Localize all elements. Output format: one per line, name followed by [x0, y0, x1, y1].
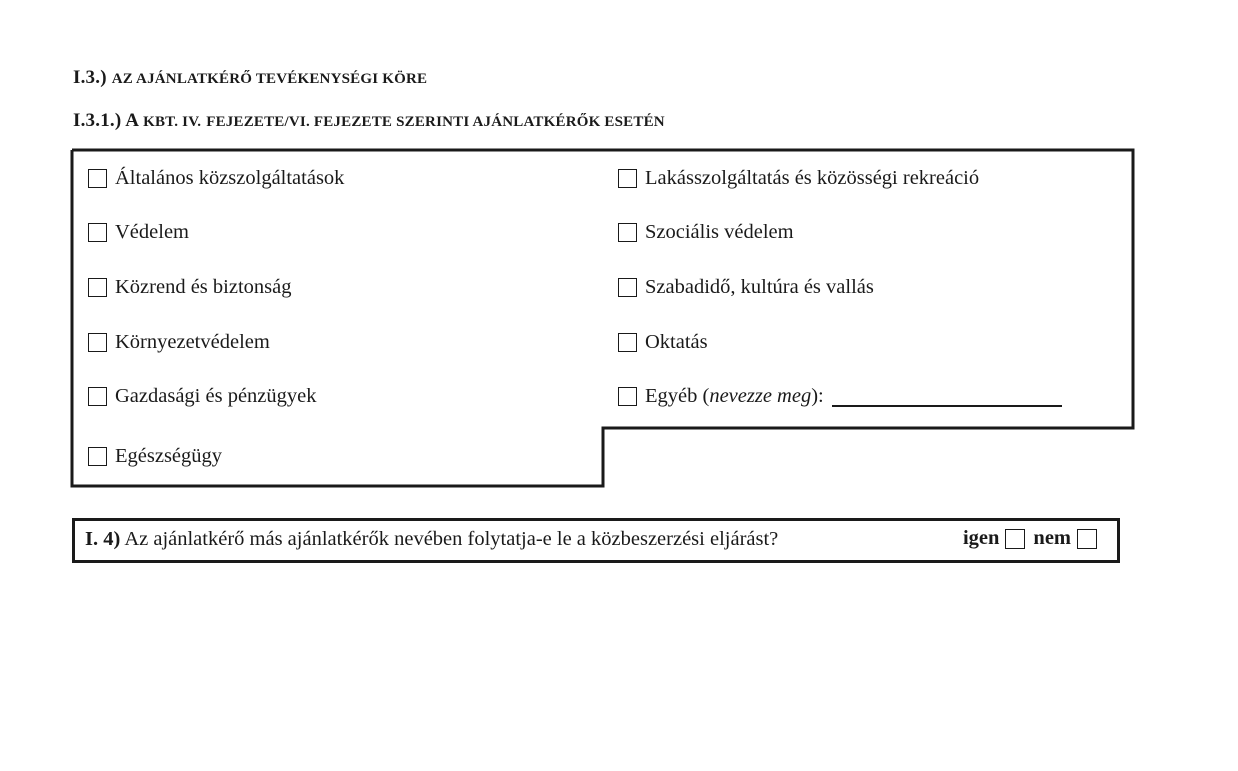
activity-option-public-order-safety[interactable]: [88, 276, 291, 299]
option-label: Egészségügy: [115, 445, 223, 467]
question-answers: [963, 527, 1105, 550]
section-number: I.3.): [73, 67, 107, 88]
no-checkbox[interactable]: [1077, 529, 1097, 549]
subsection-title: FEJEZETE/VI. FEJEZETE SZERINTI AJÁNLATKÉRŐK ESETÉN: [206, 114, 665, 130]
activity-option-housing-community[interactable]: [618, 167, 979, 190]
checkbox[interactable]: [618, 278, 637, 297]
yes-checkbox[interactable]: [1005, 529, 1025, 549]
activity-option-social-protection[interactable]: [618, 221, 794, 244]
subsection-title-prefix: A: [125, 110, 139, 131]
checkbox[interactable]: [88, 278, 107, 297]
activity-option-recreation-culture-religion[interactable]: [618, 276, 874, 299]
checkbox[interactable]: [88, 387, 107, 406]
option-label: Védelem: [115, 221, 189, 243]
activity-option-defence[interactable]: [88, 221, 189, 244]
question-text: Az ajánlatkérő más ajánlatkérők nevében folytatja-e le a közbeszerzési eljárást?: [124, 528, 779, 550]
activity-option-other[interactable]: [618, 385, 1062, 408]
question-text-row: [85, 528, 778, 551]
other-paren-close: ):: [811, 385, 824, 407]
checkbox[interactable]: [88, 223, 107, 242]
checkbox[interactable]: [88, 447, 107, 466]
activity-option-economic-financial[interactable]: [88, 385, 317, 408]
option-label: Gazdasági és pénzügyek: [115, 385, 317, 407]
checkbox[interactable]: [618, 223, 637, 242]
other-specify-field[interactable]: [832, 405, 1062, 407]
checkbox[interactable]: [618, 333, 637, 352]
no-label: nem: [1033, 527, 1071, 549]
activity-option-environment[interactable]: [88, 331, 270, 354]
other-hint: nevezze meg: [709, 385, 812, 407]
checkbox[interactable]: [618, 387, 637, 406]
question-box: [72, 518, 1120, 563]
option-label: Közrend és biztonság: [115, 276, 292, 298]
activity-option-education[interactable]: [618, 331, 708, 354]
option-label: Szociális védelem: [645, 221, 794, 243]
yes-label: igen: [962, 527, 1000, 549]
option-label: Általános közszolgáltatások: [115, 167, 345, 189]
other-label: Egyéb: [645, 385, 698, 407]
subsection-number: I.3.1.): [73, 110, 122, 131]
option-label: Környezetvédelem: [115, 331, 270, 353]
activity-option-health[interactable]: [88, 445, 222, 468]
checkbox[interactable]: [618, 169, 637, 188]
checkbox[interactable]: [88, 333, 107, 352]
other-paren-open: (: [702, 385, 710, 407]
activity-option-general-public-services[interactable]: [88, 167, 344, 190]
option-label: Lakásszolgáltatás és közösségi rekreáció: [645, 167, 980, 189]
option-label: Oktatás: [645, 331, 708, 353]
subsection-kbt: KBT. IV.: [143, 114, 202, 130]
section-title: AZ AJÁNLATKÉRŐ TEVÉKENYSÉGI KÖRE: [111, 71, 428, 87]
checkbox[interactable]: [88, 169, 107, 188]
option-label: Szabadidő, kultúra és vallás: [645, 276, 874, 298]
question-number: I. 4): [85, 528, 121, 550]
